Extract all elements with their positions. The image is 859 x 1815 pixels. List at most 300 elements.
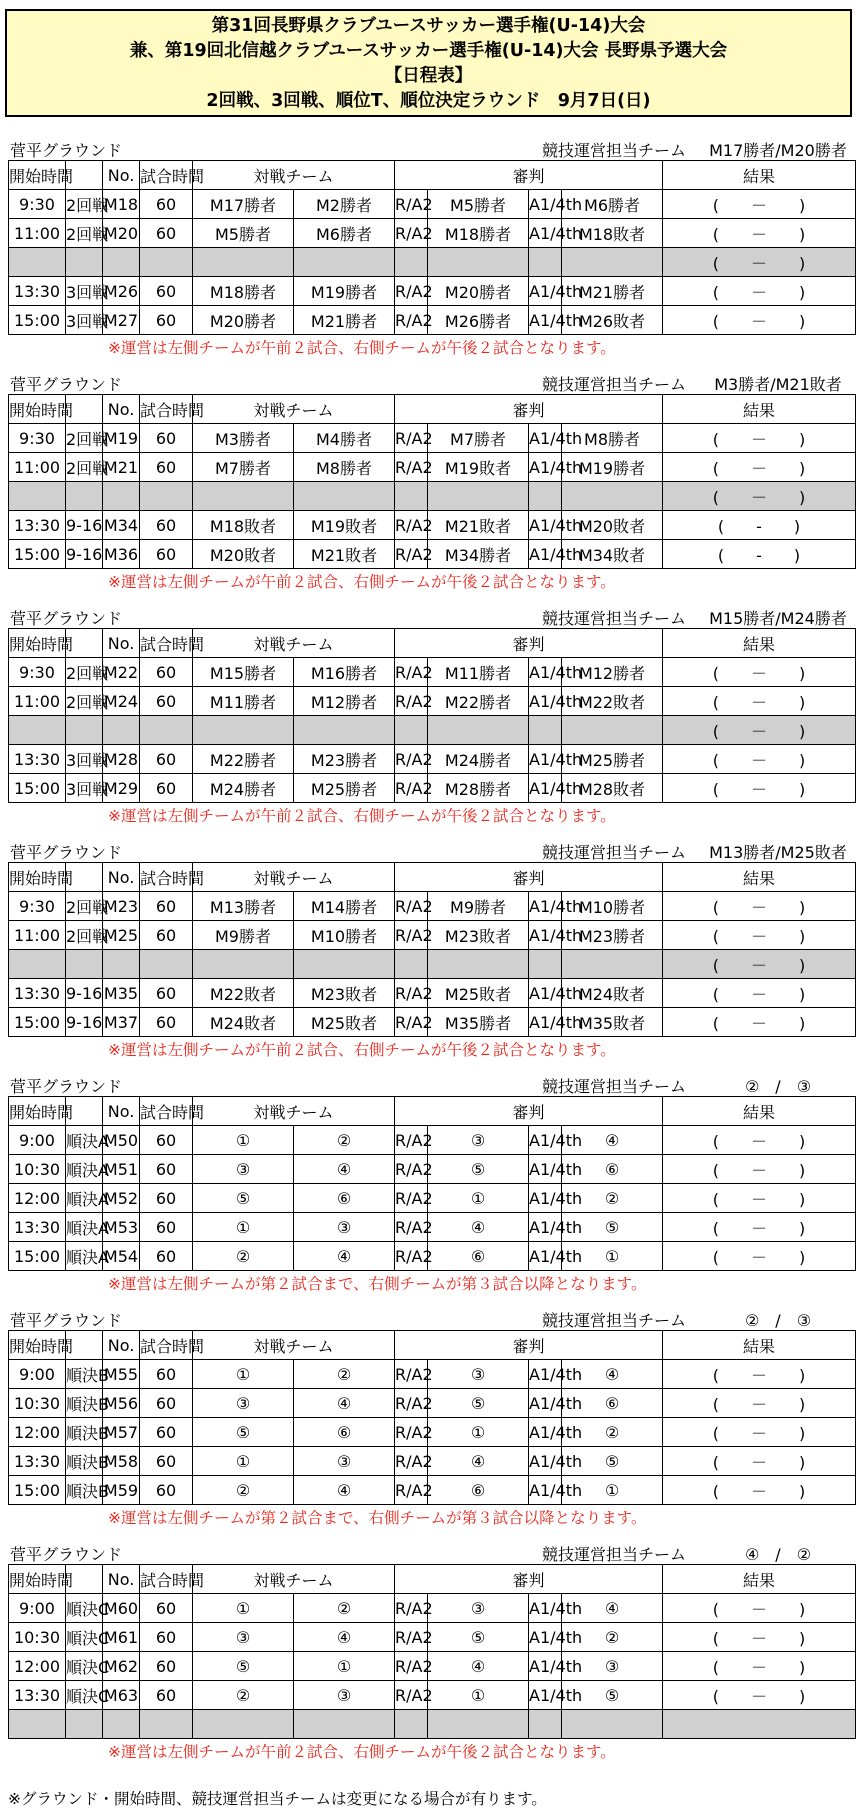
home-team: M22敗者 bbox=[193, 979, 294, 1008]
home-team: M24敗者 bbox=[193, 1008, 294, 1037]
col-no: No. bbox=[103, 1331, 140, 1360]
table-row bbox=[9, 1652, 856, 1681]
manage-label: 競技運営担当チーム bbox=[542, 1545, 687, 1564]
col-duration: 試合時間 bbox=[140, 161, 193, 190]
referee-2: ⑥ bbox=[562, 1155, 663, 1184]
result-cell: ( － ) bbox=[663, 1155, 856, 1184]
ref-role-a: A1/4th bbox=[529, 1213, 562, 1242]
match-duration: 60 bbox=[140, 219, 193, 248]
ground-name: 菅平グラウンド bbox=[10, 1311, 123, 1330]
round-label: 9-16 bbox=[66, 979, 103, 1008]
start-time: 15:00 bbox=[9, 540, 66, 569]
col-start-time: 開始時間 bbox=[9, 161, 66, 190]
blank-row bbox=[9, 248, 856, 277]
referee-1: ① bbox=[428, 1681, 529, 1710]
result-cell: ( － ) bbox=[663, 1242, 856, 1271]
away-team: M4勝者 bbox=[294, 424, 395, 453]
match-duration: 60 bbox=[140, 1389, 193, 1418]
match-no: M23 bbox=[103, 892, 140, 921]
manage-team: ④ / ② bbox=[744, 1545, 812, 1564]
start-time: 13:30 bbox=[9, 511, 66, 540]
col-no: No. bbox=[103, 629, 140, 658]
ref-role-a: A1/4th bbox=[529, 190, 562, 219]
round-label: 順決B bbox=[66, 1360, 103, 1389]
manage-label: 競技運営担当チーム bbox=[542, 141, 687, 160]
section-header bbox=[8, 1538, 855, 1564]
table-row bbox=[9, 979, 856, 1008]
home-team: M9勝者 bbox=[193, 921, 294, 950]
manage-label: 競技運営担当チーム bbox=[542, 609, 687, 628]
away-team: ③ bbox=[294, 1213, 395, 1242]
column-header-row bbox=[9, 1097, 856, 1126]
referee-1: ④ bbox=[428, 1447, 529, 1476]
ref-role-a: A1/4th bbox=[529, 687, 562, 716]
match-no: M20 bbox=[103, 219, 140, 248]
operation-note: ※運営は左側チームが第２試合まで、右側チームが第３試合以降となります。 bbox=[108, 1275, 647, 1293]
referee-1: M26勝者 bbox=[428, 306, 529, 335]
result-cell: ( － ) bbox=[663, 658, 856, 687]
table-row bbox=[9, 1681, 856, 1710]
referee-1: M21敗者 bbox=[428, 511, 529, 540]
start-time: 9:30 bbox=[9, 424, 66, 453]
round-label: 3回戦 bbox=[66, 774, 103, 803]
ref-role-a: A1/4th bbox=[529, 745, 562, 774]
result-cell: ( － ) bbox=[663, 687, 856, 716]
ref-role-a: A1/4th bbox=[529, 1447, 562, 1476]
referee-2: ② bbox=[562, 1623, 663, 1652]
referee-2: M18敗者 bbox=[562, 219, 663, 248]
col-teams: 対戦チーム bbox=[193, 161, 395, 190]
ref-role-r: R/A2 bbox=[395, 277, 428, 306]
round-label: 順決B bbox=[66, 1418, 103, 1447]
match-no: M26 bbox=[103, 277, 140, 306]
referee-1: ③ bbox=[428, 1594, 529, 1623]
title-line-2: 兼、第19回北信越クラブユースサッカー選手権(U-14)大会 長野県予選大会 bbox=[129, 41, 728, 61]
referee-1: M11勝者 bbox=[428, 658, 529, 687]
away-team: M10勝者 bbox=[294, 921, 395, 950]
footnote: ※グラウンド・開始時間、競技運営担当チームは変更になる場合が有ります。 bbox=[8, 1790, 547, 1808]
col-result: 結果 bbox=[663, 629, 856, 658]
ref-role-r: R/A2 bbox=[395, 1213, 428, 1242]
ref-role-a: A1/4th bbox=[529, 1594, 562, 1623]
blank-row bbox=[9, 482, 856, 511]
manage-team: ② / ③ bbox=[744, 1077, 812, 1096]
ref-role-a: A1/4th bbox=[529, 921, 562, 950]
referee-1: M35勝者 bbox=[428, 1008, 529, 1037]
match-duration: 60 bbox=[140, 658, 193, 687]
ref-role-a: A1/4th bbox=[529, 1418, 562, 1447]
home-team: ⑤ bbox=[193, 1184, 294, 1213]
away-team: M21勝者 bbox=[294, 306, 395, 335]
match-no: M24 bbox=[103, 687, 140, 716]
ref-role-a: A1/4th bbox=[529, 453, 562, 482]
match-no: M21 bbox=[103, 453, 140, 482]
ref-role-a: A1/4th bbox=[529, 1652, 562, 1681]
schedule-table bbox=[8, 862, 856, 1037]
referee-1: ① bbox=[428, 1418, 529, 1447]
referee-2: M20敗者 bbox=[562, 511, 663, 540]
home-team: ② bbox=[193, 1242, 294, 1271]
round-label: 3回戦 bbox=[66, 277, 103, 306]
col-no: No. bbox=[103, 395, 140, 424]
section-header bbox=[8, 134, 855, 160]
start-time: 15:00 bbox=[9, 774, 66, 803]
result-cell: ( － ) bbox=[663, 1681, 856, 1710]
away-team: ② bbox=[294, 1360, 395, 1389]
manage-team: M15勝者/M24勝者 bbox=[709, 609, 847, 628]
ref-role-r: R/A2 bbox=[395, 892, 428, 921]
start-time: 10:30 bbox=[9, 1389, 66, 1418]
round-label: 9-16 bbox=[66, 511, 103, 540]
round-label: 順決A bbox=[66, 1213, 103, 1242]
table-row bbox=[9, 277, 856, 306]
match-duration: 60 bbox=[140, 892, 193, 921]
referee-1: ③ bbox=[428, 1360, 529, 1389]
result-cell: ( － ) bbox=[663, 1126, 856, 1155]
column-header-row bbox=[9, 161, 856, 190]
match-no: M60 bbox=[103, 1594, 140, 1623]
round-label: 9-16 bbox=[66, 540, 103, 569]
ref-role-a: A1/4th bbox=[529, 1008, 562, 1037]
round-label: 2回戦 bbox=[66, 687, 103, 716]
match-duration: 60 bbox=[140, 1184, 193, 1213]
col-no: No. bbox=[103, 863, 140, 892]
start-time: 13:30 bbox=[9, 1213, 66, 1242]
match-duration: 60 bbox=[140, 540, 193, 569]
column-header-row bbox=[9, 863, 856, 892]
away-team: M25勝者 bbox=[294, 774, 395, 803]
referee-2: ④ bbox=[562, 1360, 663, 1389]
match-duration: 60 bbox=[140, 1126, 193, 1155]
result-cell: ( － ) bbox=[663, 921, 856, 950]
col-start-time: 開始時間 bbox=[9, 863, 66, 892]
col-start-time: 開始時間 bbox=[9, 1097, 66, 1126]
ref-role-r: R/A2 bbox=[395, 540, 428, 569]
col-result: 結果 bbox=[663, 1565, 856, 1594]
ref-role-a: A1/4th bbox=[529, 1476, 562, 1505]
table-row bbox=[9, 1594, 856, 1623]
table-row bbox=[9, 1126, 856, 1155]
manage-team: M13勝者/M25敗者 bbox=[709, 843, 847, 862]
result-cell: ( － ) bbox=[663, 424, 856, 453]
away-team: ④ bbox=[294, 1623, 395, 1652]
col-teams: 対戦チーム bbox=[193, 1565, 395, 1594]
title-line-4: 2回戦、3回戦、順位T、順位決定ラウンド 9月7日(日) bbox=[206, 91, 651, 111]
round-label: 順決C bbox=[66, 1594, 103, 1623]
result-cell: ( － ) bbox=[663, 1008, 856, 1037]
match-no: M51 bbox=[103, 1155, 140, 1184]
ref-role-r: R/A2 bbox=[395, 1184, 428, 1213]
ref-role-a: A1/4th bbox=[529, 277, 562, 306]
away-team: ① bbox=[294, 1652, 395, 1681]
ref-role-r: R/A2 bbox=[395, 1623, 428, 1652]
result-cell: ( － ) bbox=[663, 1418, 856, 1447]
round-label: 2回戦 bbox=[66, 658, 103, 687]
result-cell: ( － ) bbox=[663, 277, 856, 306]
table-row bbox=[9, 1242, 856, 1271]
col-result: 結果 bbox=[663, 161, 856, 190]
home-team: M17勝者 bbox=[193, 190, 294, 219]
col-duration: 試合時間 bbox=[140, 863, 193, 892]
referee-2: M34敗者 bbox=[562, 540, 663, 569]
match-duration: 60 bbox=[140, 1681, 193, 1710]
result-cell: ( - ) bbox=[663, 511, 856, 540]
home-team: M11勝者 bbox=[193, 687, 294, 716]
col-teams: 対戦チーム bbox=[193, 1331, 395, 1360]
match-duration: 60 bbox=[140, 1213, 193, 1242]
ref-role-r: R/A2 bbox=[395, 921, 428, 950]
col-referee: 審判 bbox=[395, 863, 663, 892]
table-row bbox=[9, 1155, 856, 1184]
referee-1: M20勝者 bbox=[428, 277, 529, 306]
match-duration: 60 bbox=[140, 277, 193, 306]
away-team: ⑥ bbox=[294, 1184, 395, 1213]
schedule-table bbox=[8, 394, 856, 569]
start-time: 13:30 bbox=[9, 277, 66, 306]
result-cell: ( － ) bbox=[663, 219, 856, 248]
ground-name: 菅平グラウンド bbox=[10, 375, 123, 394]
home-team: M5勝者 bbox=[193, 219, 294, 248]
ref-role-r: R/A2 bbox=[395, 745, 428, 774]
result-cell: ( － ) bbox=[663, 248, 856, 277]
ref-role-a: A1/4th bbox=[529, 219, 562, 248]
ref-role-r: R/A2 bbox=[395, 1681, 428, 1710]
col-no: No. bbox=[103, 161, 140, 190]
operation-note: ※運営は左側チームが午前２試合、右側チームが午後２試合となります。 bbox=[108, 339, 616, 357]
section-header bbox=[8, 602, 855, 628]
referee-2: ④ bbox=[562, 1126, 663, 1155]
col-teams: 対戦チーム bbox=[193, 395, 395, 424]
blank-row bbox=[9, 950, 856, 979]
col-duration: 試合時間 bbox=[140, 1331, 193, 1360]
referee-1: M34勝者 bbox=[428, 540, 529, 569]
table-row bbox=[9, 1476, 856, 1505]
blank-row bbox=[9, 716, 856, 745]
start-time: 11:00 bbox=[9, 453, 66, 482]
ground-name: 菅平グラウンド bbox=[10, 1077, 123, 1096]
match-no: M50 bbox=[103, 1126, 140, 1155]
start-time: 10:30 bbox=[9, 1155, 66, 1184]
match-no: M56 bbox=[103, 1389, 140, 1418]
col-teams: 対戦チーム bbox=[193, 863, 395, 892]
schedule-section bbox=[8, 1304, 855, 1531]
home-team: ③ bbox=[193, 1389, 294, 1418]
round-label: 2回戦 bbox=[66, 892, 103, 921]
ref-role-a: A1/4th bbox=[529, 658, 562, 687]
referee-1: M5勝者 bbox=[428, 190, 529, 219]
column-header-row bbox=[9, 1565, 856, 1594]
table-row bbox=[9, 745, 856, 774]
home-team: ③ bbox=[193, 1623, 294, 1652]
referee-2: ⑤ bbox=[562, 1681, 663, 1710]
ref-role-r: R/A2 bbox=[395, 1242, 428, 1271]
start-time: 15:00 bbox=[9, 306, 66, 335]
result-cell: ( － ) bbox=[663, 1184, 856, 1213]
home-team: ① bbox=[193, 1447, 294, 1476]
section-header bbox=[8, 1304, 855, 1330]
ground-name: 菅平グラウンド bbox=[10, 141, 123, 160]
col-start-time: 開始時間 bbox=[9, 395, 66, 424]
start-time: 9:00 bbox=[9, 1594, 66, 1623]
home-team: M7勝者 bbox=[193, 453, 294, 482]
home-team: M24勝者 bbox=[193, 774, 294, 803]
match-duration: 60 bbox=[140, 453, 193, 482]
schedule-table bbox=[8, 628, 856, 803]
schedule-table bbox=[8, 1096, 856, 1271]
referee-1: M9勝者 bbox=[428, 892, 529, 921]
away-team: M2勝者 bbox=[294, 190, 395, 219]
result-cell: ( － ) bbox=[663, 1213, 856, 1242]
match-no: M59 bbox=[103, 1476, 140, 1505]
referee-1: ① bbox=[428, 1184, 529, 1213]
home-team: M20勝者 bbox=[193, 306, 294, 335]
start-time: 13:30 bbox=[9, 1681, 66, 1710]
table-row bbox=[9, 1184, 856, 1213]
ref-role-r: R/A2 bbox=[395, 1360, 428, 1389]
away-team: ② bbox=[294, 1594, 395, 1623]
result-cell: ( － ) bbox=[663, 453, 856, 482]
ref-role-a: A1/4th bbox=[529, 892, 562, 921]
start-time: 9:30 bbox=[9, 892, 66, 921]
operation-note: ※運営は左側チームが第２試合まで、右側チームが第３試合以降となります。 bbox=[108, 1509, 647, 1527]
start-time: 13:30 bbox=[9, 745, 66, 774]
referee-2: ③ bbox=[562, 1652, 663, 1681]
away-team: M12勝者 bbox=[294, 687, 395, 716]
away-team: M16勝者 bbox=[294, 658, 395, 687]
table-row bbox=[9, 774, 856, 803]
home-team: ① bbox=[193, 1360, 294, 1389]
ref-role-r: R/A2 bbox=[395, 1594, 428, 1623]
away-team: M19勝者 bbox=[294, 277, 395, 306]
match-duration: 60 bbox=[140, 774, 193, 803]
round-label: 順決A bbox=[66, 1126, 103, 1155]
result-cell: ( － ) bbox=[663, 745, 856, 774]
match-duration: 60 bbox=[140, 1360, 193, 1389]
ground-name: 菅平グラウンド bbox=[10, 843, 123, 862]
home-team: M13勝者 bbox=[193, 892, 294, 921]
ground-name: 菅平グラウンド bbox=[10, 1545, 123, 1564]
ref-role-a: A1/4th bbox=[529, 774, 562, 803]
table-row bbox=[9, 892, 856, 921]
referee-2: ② bbox=[562, 1184, 663, 1213]
away-team: ③ bbox=[294, 1447, 395, 1476]
referee-1: M25敗者 bbox=[428, 979, 529, 1008]
result-cell: ( － ) bbox=[663, 1447, 856, 1476]
ground-name: 菅平グラウンド bbox=[10, 609, 123, 628]
match-no: M54 bbox=[103, 1242, 140, 1271]
table-row bbox=[9, 1447, 856, 1476]
referee-2: M22敗者 bbox=[562, 687, 663, 716]
col-start-time: 開始時間 bbox=[9, 1331, 66, 1360]
start-time: 9:30 bbox=[9, 190, 66, 219]
section-header bbox=[8, 836, 855, 862]
home-team: M22勝者 bbox=[193, 745, 294, 774]
ref-role-a: A1/4th bbox=[529, 1184, 562, 1213]
round-label: 2回戦 bbox=[66, 453, 103, 482]
match-no: M36 bbox=[103, 540, 140, 569]
referee-1: M24勝者 bbox=[428, 745, 529, 774]
match-no: M22 bbox=[103, 658, 140, 687]
home-team: M20敗者 bbox=[193, 540, 294, 569]
match-no: M61 bbox=[103, 1623, 140, 1652]
referee-2: M6勝者 bbox=[562, 190, 663, 219]
round-label: 順決C bbox=[66, 1681, 103, 1710]
referee-1: M19敗者 bbox=[428, 453, 529, 482]
ref-role-r: R/A2 bbox=[395, 1008, 428, 1037]
referee-2: M28敗者 bbox=[562, 774, 663, 803]
ref-role-r: R/A2 bbox=[395, 774, 428, 803]
match-no: M37 bbox=[103, 1008, 140, 1037]
start-time: 11:00 bbox=[9, 219, 66, 248]
match-duration: 60 bbox=[140, 1008, 193, 1037]
start-time: 13:30 bbox=[9, 1447, 66, 1476]
col-result: 結果 bbox=[663, 863, 856, 892]
result-cell: ( － ) bbox=[663, 1594, 856, 1623]
referee-1: ④ bbox=[428, 1213, 529, 1242]
referee-2: M12勝者 bbox=[562, 658, 663, 687]
match-duration: 60 bbox=[140, 1594, 193, 1623]
referee-2: M21勝者 bbox=[562, 277, 663, 306]
match-no: M34 bbox=[103, 511, 140, 540]
referee-2: ① bbox=[562, 1476, 663, 1505]
round-label: 順決B bbox=[66, 1447, 103, 1476]
blank-row bbox=[9, 1710, 856, 1739]
ref-role-a: A1/4th bbox=[529, 1360, 562, 1389]
round-label: 順決A bbox=[66, 1242, 103, 1271]
start-time: 10:30 bbox=[9, 1623, 66, 1652]
round-label: 2回戦 bbox=[66, 921, 103, 950]
round-label: 順決B bbox=[66, 1476, 103, 1505]
table-row bbox=[9, 1418, 856, 1447]
col-duration: 試合時間 bbox=[140, 629, 193, 658]
col-referee: 審判 bbox=[395, 161, 663, 190]
col-duration: 試合時間 bbox=[140, 395, 193, 424]
result-cell bbox=[663, 1710, 856, 1739]
manage-team: M3勝者/M21敗者 bbox=[714, 375, 842, 394]
home-team: ② bbox=[193, 1681, 294, 1710]
col-referee: 審判 bbox=[395, 1565, 663, 1594]
ref-role-r: R/A2 bbox=[395, 1126, 428, 1155]
start-time: 9:00 bbox=[9, 1126, 66, 1155]
result-cell: ( － ) bbox=[663, 1476, 856, 1505]
match-duration: 60 bbox=[140, 190, 193, 219]
section-header bbox=[8, 1070, 855, 1096]
start-time: 9:30 bbox=[9, 658, 66, 687]
match-duration: 60 bbox=[140, 306, 193, 335]
referee-2: ⑤ bbox=[562, 1447, 663, 1476]
start-time: 9:00 bbox=[9, 1360, 66, 1389]
away-team: M8勝者 bbox=[294, 453, 395, 482]
ref-role-a: A1/4th bbox=[529, 1623, 562, 1652]
home-team: ① bbox=[193, 1126, 294, 1155]
referee-2: M26敗者 bbox=[562, 306, 663, 335]
schedule-section bbox=[8, 134, 855, 361]
round-label: 順決A bbox=[66, 1155, 103, 1184]
col-referee: 審判 bbox=[395, 1097, 663, 1126]
schedule-section bbox=[8, 602, 855, 829]
match-no: M25 bbox=[103, 921, 140, 950]
ref-role-r: R/A2 bbox=[395, 511, 428, 540]
referee-1: ⑤ bbox=[428, 1623, 529, 1652]
title-banner bbox=[5, 9, 852, 117]
ref-role-a: A1/4th bbox=[529, 540, 562, 569]
away-team: ④ bbox=[294, 1389, 395, 1418]
referee-1: ⑤ bbox=[428, 1155, 529, 1184]
home-team: M15勝者 bbox=[193, 658, 294, 687]
referee-1: M7勝者 bbox=[428, 424, 529, 453]
referee-2: M24敗者 bbox=[562, 979, 663, 1008]
result-cell: ( － ) bbox=[663, 306, 856, 335]
